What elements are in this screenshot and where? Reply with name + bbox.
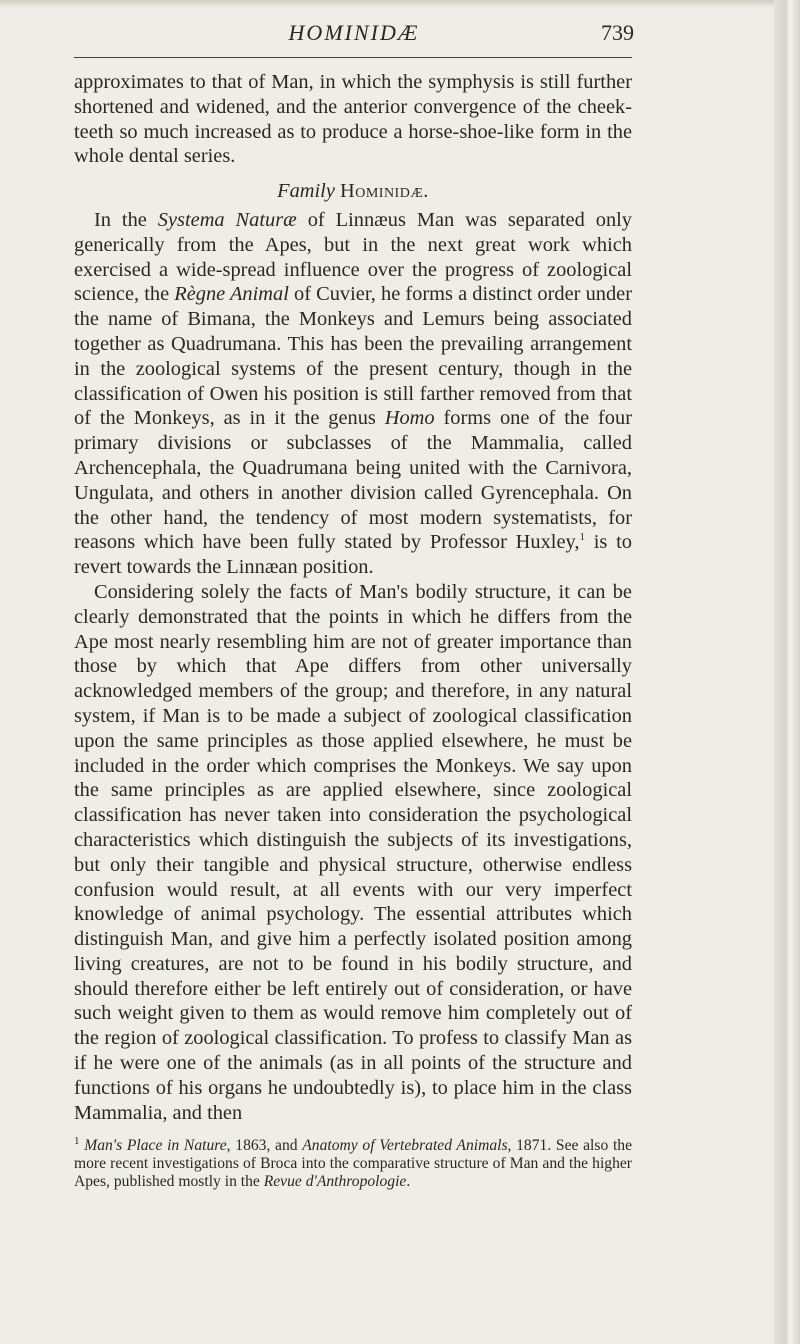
paragraph-1: approximates to that of Man, in which the symphysis is still further shortened and widened, and the anterior convergence of the cheek-teeth so much increased as to produce a horse-shoe-like form in the whole dental series. [74, 71, 632, 168]
footnote-title-3: Revue d'Anthropologie [263, 1173, 407, 1191]
footnote-text-2: , 1871. See also the more recent investigations of Broca into the comparative structure of Man and the higher Apes, published mostly in the [74, 1137, 633, 1191]
para2-title-systema: Systema Naturæ [157, 208, 297, 231]
header-rule [74, 57, 632, 58]
heading-family: Family [277, 180, 335, 203]
footnote-text-1: , 1863, and [226, 1137, 303, 1155]
para2-genus-homo: Homo [384, 407, 435, 430]
paragraph-3: Considering solely the facts of Man's bodily structure, it can be clearly demonstrated that the points in which he differs from the Ape most nearly resembling him are not of greater importance than those by which that Ape differs from other universally acknowledged members of the group; and therefore, in any natural system, if Man is to be made a subject of zoological classification upon the same principles as those applied elsewhere, he must be included in the order which comprises the Monkeys. We say upon the same principles as are applied elsewhere, since zoological classification has never taken into consideration the psychological characteristics which distinguish the subjects of its investigations, but only their tangible and physical structure, otherwise endless confusion would result, at all events with our very imperfect knowledge of animal psychology. The essential attributes which distinguish Man, and give him a perfectly isolated position among living creatures, are not to be found in his bodily structure, and should therefore either be left entirely out of consideration, or have such weight given to them as would remove him completely out of the region of zoological classification. To profess to classify Man as if he were one of the animals (as in all points of the structure and functions of his organs he undoubtedly is), to place him in the class Mammalia, and then [74, 580, 632, 1124]
footnote-marker: 1 [74, 1135, 80, 1148]
para2-text-e: is to revert towards the Linnæan position. [74, 531, 632, 579]
section-heading [74, 179, 632, 204]
page-header [74, 20, 634, 54]
footnote-ref: 1 [579, 531, 585, 544]
footnote-title-2: Anatomy of Vertebrated Animals [302, 1137, 508, 1155]
para2-text-c: of Cuvier, he forms a distinct order under the name of Bimana, the Monkeys and Lemurs being associated together as Quadrumana. This has been the prevailing arrangement in the zoological systems of the present century, though in the classification of Owen his position is still farther removed from that of the Monkeys, as in it the genus [74, 283, 632, 430]
page-number: 739 [601, 20, 634, 45]
para2-text-a: In the [94, 208, 158, 231]
paragraph-2 [74, 208, 632, 580]
page-fore-edge [774, 0, 800, 1344]
heading-name: Hominidæ. [340, 180, 429, 203]
page-top-edge [0, 0, 800, 8]
para2-text-d: forms one of the four primary divisions or subclasses of the Mammalia, called Archencephala, the Quadrumana being united with the Carnivora, Ungulata, and others in another division called Gyrencephala. On the other hand, the tendency of most modern systematists, for reasons which have been fully stated by Professor Huxley, [74, 407, 632, 554]
footnote-text-3: . [406, 1173, 411, 1191]
para2-text-b: of Linnæus Man was separated only generically from the Apes, but in the next great work which exercised a wide-spread influence over the progress of zoological science, the [74, 208, 633, 306]
para2-title-regne: Règne Animal [174, 283, 289, 306]
running-head: HOMINIDÆ [288, 20, 420, 45]
body-text [74, 70, 632, 1191]
footnote-title-1: Man's Place in Nature [84, 1137, 227, 1155]
footnote [74, 1137, 632, 1191]
